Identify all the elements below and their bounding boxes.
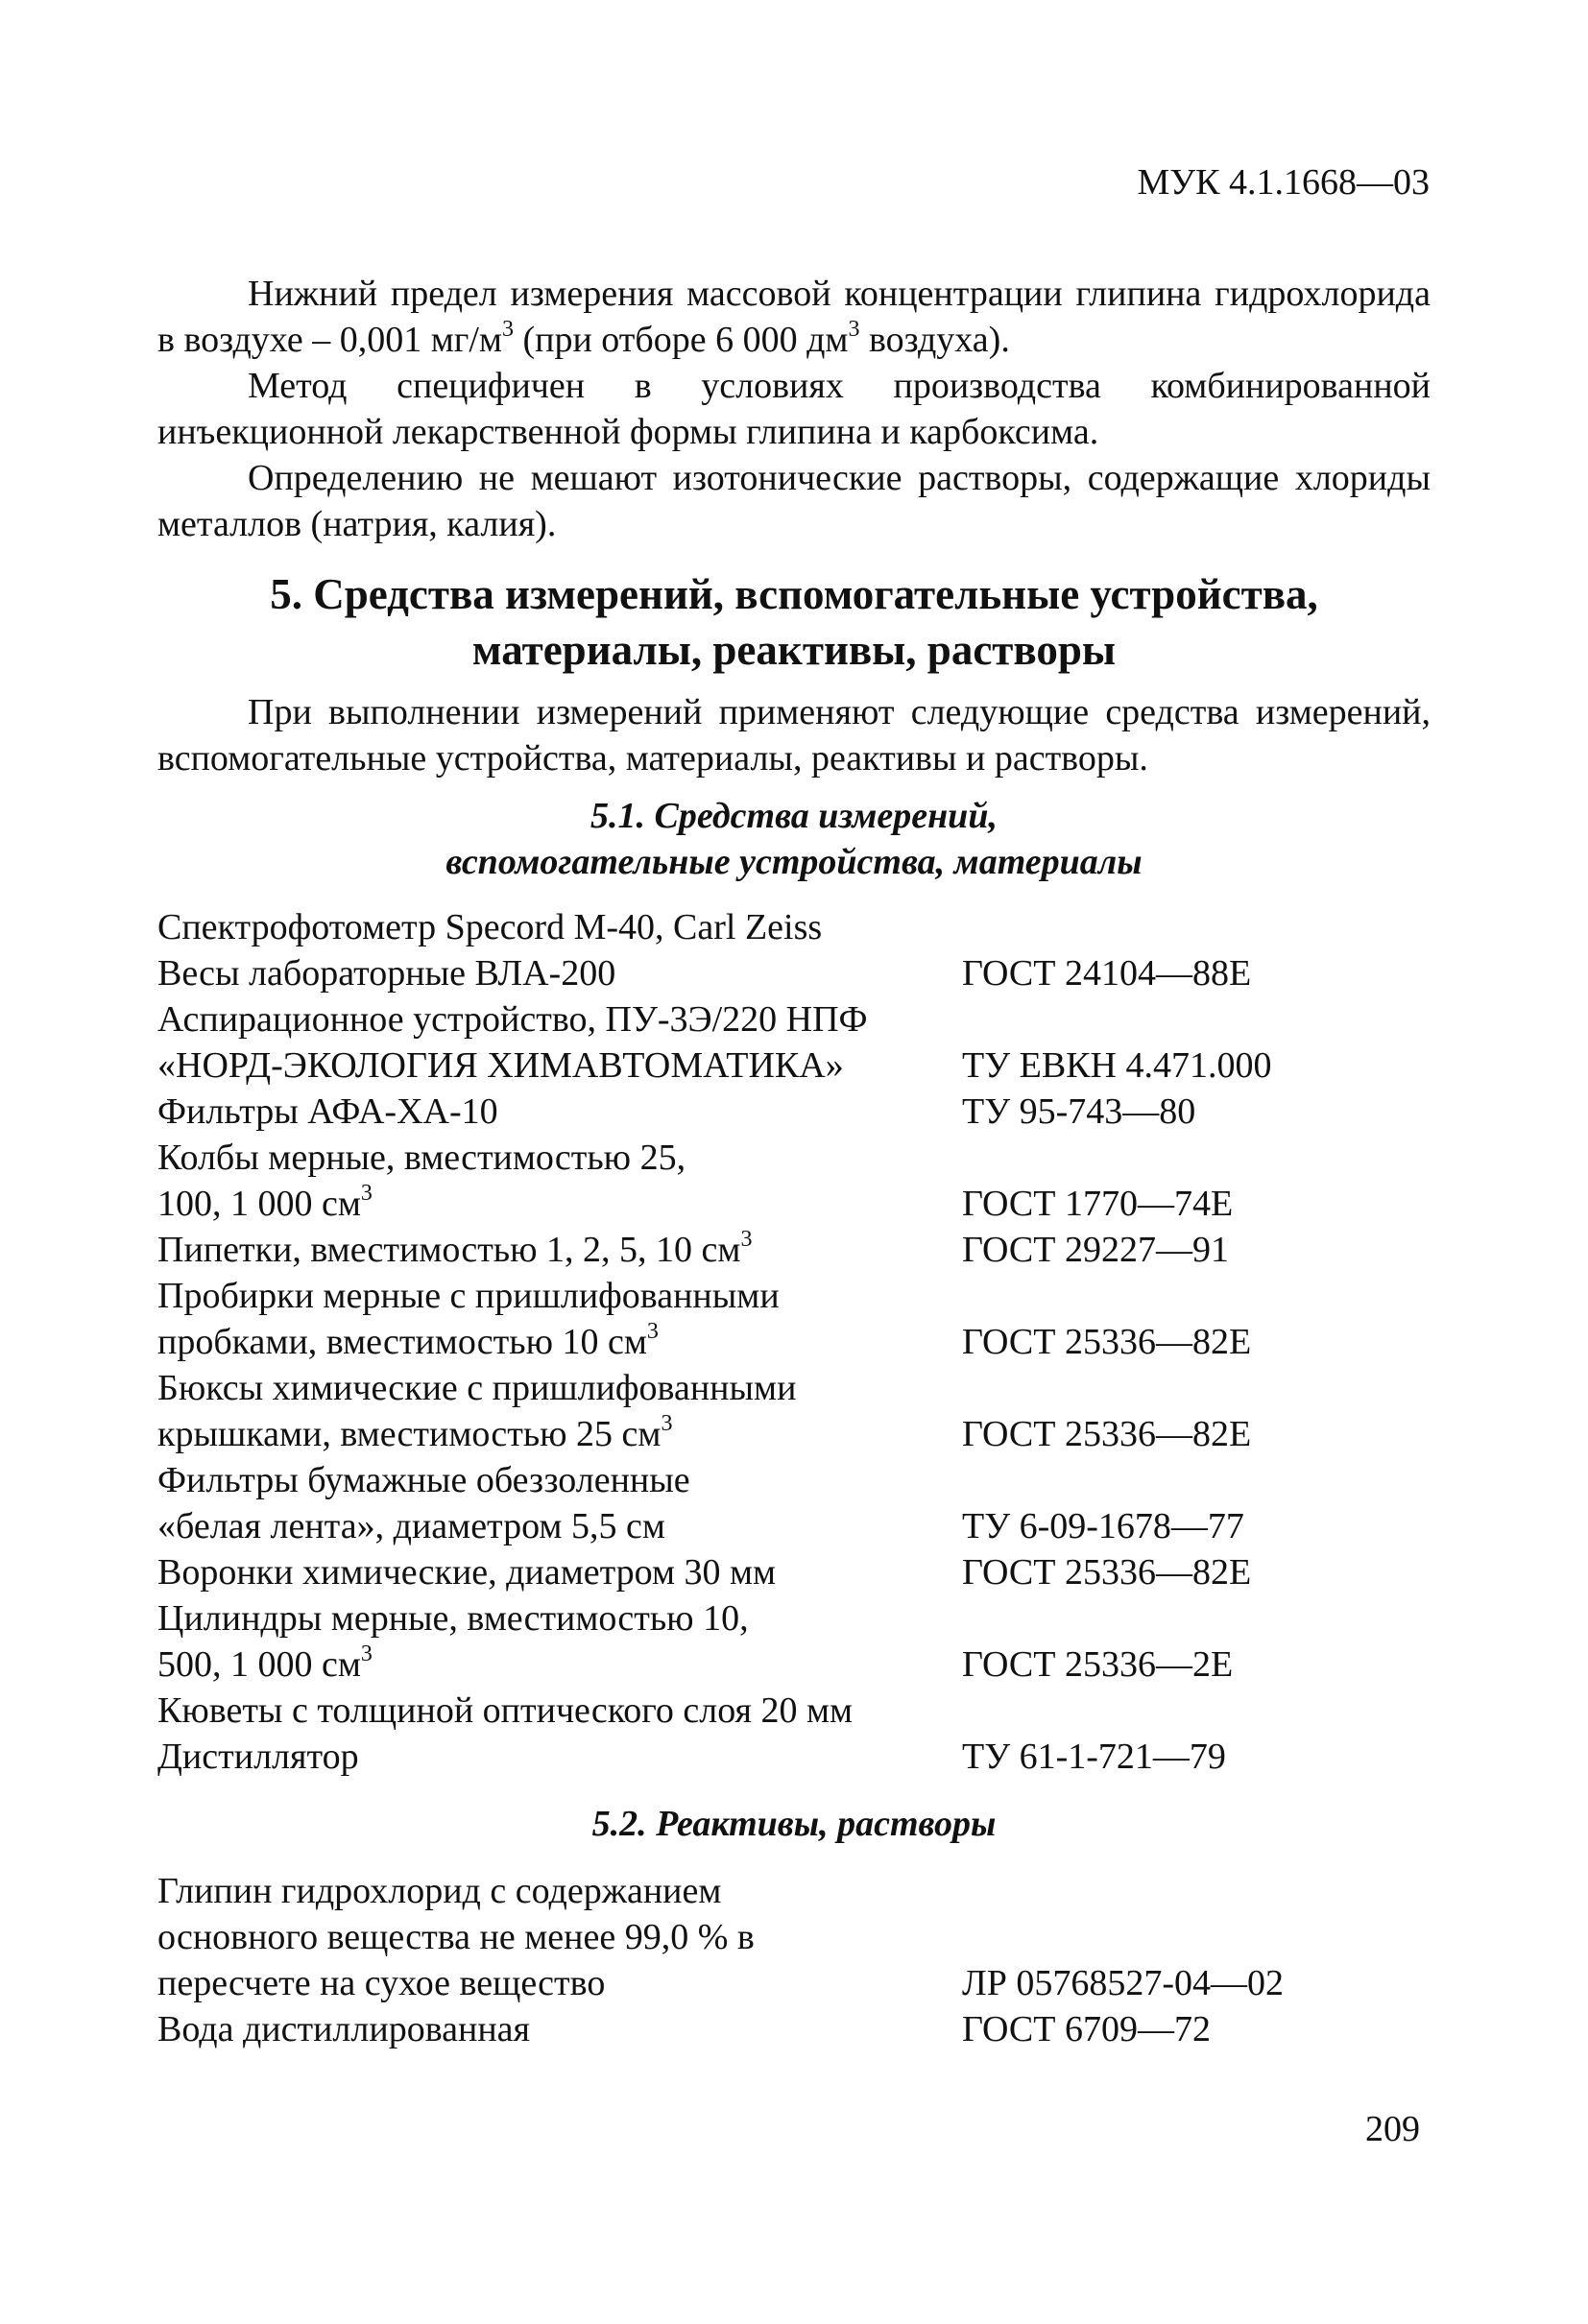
- equipment-line: «НОРД-ЭКОЛОГИЯ ХИМАВТОМАТИКА»: [157, 1045, 844, 1086]
- reagent-line: Глипин гидрохлорид с содержанием: [157, 1871, 722, 1911]
- equipment-line: Кюветы с толщиной оптического слоя 20 мм: [157, 1690, 854, 1731]
- standard-reference: ТУ 95-743—80: [962, 1091, 1196, 1132]
- standard-reference: ГОСТ 25336—82Е: [962, 1322, 1252, 1362]
- subsection-5-1-heading: 5.1. Средства измерений, вспомогательные устройства, материалы: [445, 796, 1143, 882]
- intro-paragraph-3: Определению не мешают изотонические растворы, содержащие хлориды металлов (натрия, калия).: [157, 458, 1431, 544]
- equipment-line: Бюксы химические с пришлифованными: [157, 1368, 797, 1408]
- standard-reference: ГОСТ 29227—91: [962, 1230, 1229, 1270]
- reagent-line: основного вещества не менее 99,0 % в: [157, 1917, 755, 1957]
- intro-paragraph-2: Метод специфичен в условиях производства комбинированной инъекционной лекарственной формы глипина и карбоксима.: [157, 366, 1431, 452]
- page-number: 209: [1365, 2109, 1420, 2149]
- section-5-intro: При выполнении измерений применяют следующие средства измерений, вспомогательные устройства, материалы, реактивы и растворы.: [157, 692, 1431, 779]
- equipment-line: Пипетки, вместимостью 1, 2, 5, 10 $см^3$: [157, 1227, 753, 1270]
- standard-reference: ГОСТ 6709—72: [962, 2009, 1211, 2049]
- intro-paragraph-1: Нижний предел измерения массовой концентрации глипина гидрохлорида в воздухе – 0,001 $мг/м^3$ (при отборе 6 000 $дм^3$ воздуха).: [157, 274, 1431, 360]
- equipment-line: Пробирки мерные с пришлифованными: [157, 1276, 780, 1316]
- equipment-line: Воронки химические, диаметром 30 мм: [157, 1552, 777, 1593]
- standard-reference: ГОСТ 1770—74Е: [962, 1184, 1234, 1224]
- section-5-heading: 5. Средства измерений, вспомогательные устройства, материалы, реактивы, растворы: [270, 570, 1318, 674]
- subsection-5-2-heading: 5.2. Реактивы, растворы: [591, 1804, 997, 1844]
- equipment-line: «белая лента», диаметром 5,5 см: [157, 1506, 665, 1546]
- equipment-line: Аспирационное устройство, ПУ-3Э/220 НПФ: [157, 999, 868, 1040]
- standard-reference: ГОСТ 25336—82Е: [962, 1414, 1252, 1454]
- equipment-line: Цилиндры мерные, вместимостью 10,: [157, 1598, 749, 1639]
- standard-reference: ГОСТ 25336—82Е: [962, 1552, 1252, 1593]
- standard-reference: ТУ 61-1-721—79: [962, 1737, 1226, 1777]
- equipment-line: крышками, вместимостью 25 $см^3$: [157, 1411, 673, 1454]
- equipment-line: пробками, вместимостью 10 $см^3$: [157, 1319, 659, 1362]
- reagent-line: Вода дистиллированная: [157, 2009, 531, 2049]
- standard-reference: ГОСТ 24104—88Е: [962, 953, 1252, 994]
- equipment-line: 500, 1 000 $см^3$: [157, 1641, 373, 1685]
- reagent-line: пересчете на сухое вещество: [157, 1963, 606, 2003]
- standard-reference: ТУ 6-09-1678—77: [962, 1506, 1244, 1546]
- equipment-line: Фильтры бумажные обеззоленные: [157, 1460, 690, 1500]
- equipment-line: Дистиллятор: [157, 1737, 359, 1777]
- equipment-line: 100, 1 000 $см^3$: [157, 1181, 373, 1224]
- equipment-line: Спектрофотометр Specord M-40, Carl Zeiss: [157, 907, 823, 947]
- document-code: МУК 4.1.1668—03: [1137, 162, 1430, 203]
- standard-reference: ГОСТ 25336—2Е: [962, 1644, 1234, 1685]
- standard-reference: ТУ ЕВКН 4.471.000: [962, 1045, 1272, 1086]
- equipment-line: Колбы мерные, вместимостью 25,: [157, 1138, 686, 1178]
- equipment-line: Весы лабораторные ВЛА-200: [157, 953, 616, 994]
- equipment-line: Фильтры АФА-ХА-10: [157, 1091, 498, 1132]
- standard-reference: ЛР 05768527-04—02: [962, 1963, 1285, 2003]
